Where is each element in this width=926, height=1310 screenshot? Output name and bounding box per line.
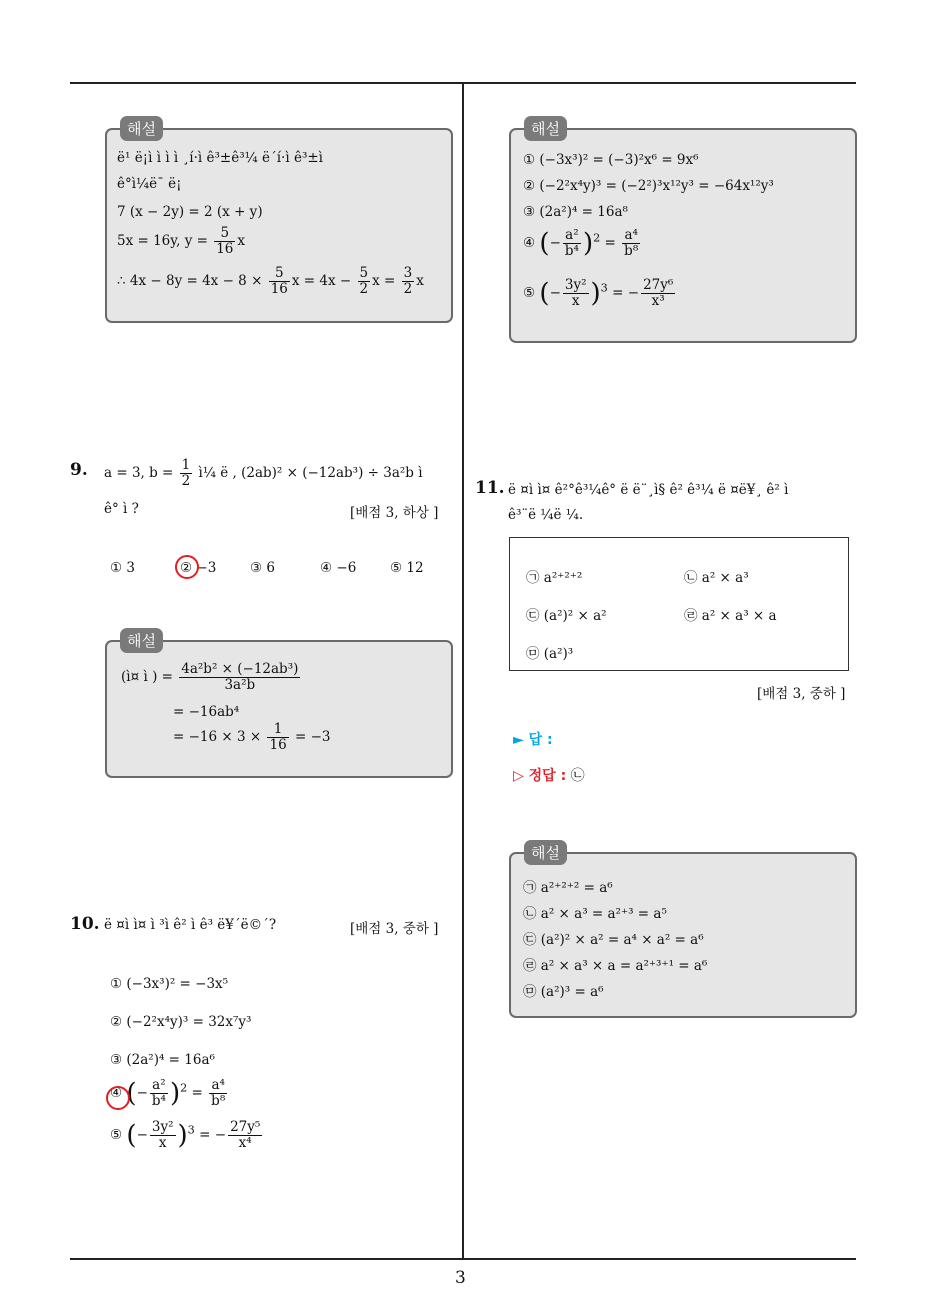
- choice-3[interactable]: ③ (2a²)⁴ = 16a⁶: [110, 1052, 215, 1068]
- expression-a: ㉠ a²⁺²⁺²: [526, 570, 583, 586]
- solution-equation: 7 (x − 2y) = 2 (x + y): [117, 204, 263, 220]
- expression-b: ㉡ a² × a³: [684, 570, 749, 586]
- question-11-text-cont: ê³¨ë ¼ë ¼.: [508, 507, 584, 523]
- bottom-rule: [70, 1258, 856, 1260]
- question-9-text-cont: ê° ì ?: [104, 501, 139, 517]
- choice-1[interactable]: ① (−3x³)² = −3x⁵: [110, 976, 229, 992]
- solution-box-10: [509, 128, 857, 343]
- solution-line: ② (−2²x⁴y)³ = (−2²)³x¹²y³ = −64x¹²y³: [523, 178, 774, 194]
- solution-box-8: [105, 128, 453, 323]
- solution-tag: 해설: [120, 628, 163, 653]
- question-number-11: 11.: [475, 478, 505, 498]
- solution-line: ㉤ (a²)³ = a⁶: [523, 984, 604, 1000]
- solution-equation: = −16 × 3 × $\frac{1}{16}$ = −3: [173, 721, 331, 753]
- expression-box: [509, 537, 849, 671]
- solution-equation: 5x = 16y, y = $\frac{5}{16}$ x: [117, 225, 246, 257]
- correct-label: ▷ 정답 :: [513, 768, 567, 784]
- answer-mark: [106, 1086, 130, 1110]
- solution-box-11: [509, 852, 857, 1018]
- choice-4[interactable]: ④ (− $\frac{\text{a²}}{\text{b⁴}}$ )$^2$ = $\frac{\text{a⁴}}{\text{b⁸}}$: [110, 1077, 226, 1109]
- question-9-text: a = 3, b = $\frac{1}{2}$ ì¼ ë , (2ab)² × (−12ab³) ÷ 3a²b ì: [104, 457, 423, 489]
- solution-line: ê°ì¼ë¯ ë¡: [117, 176, 182, 192]
- solution-line: ④ (− $\frac{\text{a²}}{\text{b⁴}}$ )$^2$ = $\frac{\text{a⁴}}{\text{b⁸}}$: [523, 227, 639, 259]
- solution-line: ㉠ a²⁺²⁺² = a⁶: [523, 880, 613, 896]
- answer-mark: [175, 555, 199, 579]
- question-number-9: 9.: [70, 460, 88, 480]
- choice-3[interactable]: ③ 6: [250, 560, 275, 576]
- question-11-text: ë ¤ì ì¤ ê²°ê³¼ê° ë ë¨¸ì§ ê² ê³¼ ë ¤ë¥¸ ê² ì: [508, 482, 789, 498]
- choice-5[interactable]: ⑤ 12: [390, 560, 424, 576]
- choice-1[interactable]: ① 3: [110, 560, 135, 576]
- solution-line: ㉣ a² × a³ × a = a²⁺³⁺¹ = a⁶: [523, 958, 708, 974]
- solution-equation: ∴ 4x − 8y = 4x − 8 × $\frac{5}{16}$ x = 4x − $\frac{5}{2}$ x = $\frac{3}{2}$ x: [117, 265, 424, 297]
- correct-answer-line: [513, 765, 585, 785]
- solution-box-9: [105, 640, 453, 778]
- answer-label: ► 답 :: [513, 732, 553, 748]
- expression-c: ㉢ (a²)² × a²: [526, 608, 607, 624]
- question-9-points: [배점 3, 하상 ]: [350, 505, 439, 521]
- solution-equation: = −16ab⁴: [173, 704, 240, 720]
- expression-e: ㉤ (a²)³: [526, 646, 574, 662]
- solution-tag: 해설: [524, 116, 567, 141]
- choice-5[interactable]: ⑤ (− $\frac{\text{3y²}}{x}$ )$^3$ = − $\frac{\text{27y⁵}}{\text{x⁴}}$: [110, 1119, 261, 1151]
- solution-line: ㉡ a² × a³ = a²⁺³ = a⁵: [523, 906, 667, 922]
- solution-line: ③ (2a²)⁴ = 16a⁸: [523, 204, 628, 220]
- column-divider: [462, 82, 464, 1259]
- expression-d: ㉣ a² × a³ × a: [684, 608, 777, 624]
- solution-tag: 해설: [120, 116, 163, 141]
- question-10-points: [배점 3, 중하 ]: [350, 921, 439, 937]
- correct-value: ㉡: [570, 768, 585, 784]
- question-number-10: 10.: [70, 914, 100, 934]
- solution-line: ë¹ ë¡ì ì ì ì ¸í·ì ê³±ê³¼ ë´í·ì ê³±ì: [117, 150, 323, 166]
- solution-line: ① (−3x³)² = (−3)²x⁶ = 9x⁶: [523, 152, 699, 168]
- choice-4[interactable]: ④ −6: [320, 560, 357, 576]
- page-number: 3: [455, 1268, 466, 1288]
- solution-line: ㉢ (a²)² × a² = a⁴ × a² = a⁶: [523, 932, 704, 948]
- question-11-points: [배점 3, 중하 ]: [757, 686, 846, 702]
- choice-2[interactable]: ② (−2²x⁴y)³ = 32x⁷y³: [110, 1014, 252, 1030]
- solution-line: ⑤ (− $\frac{\text{3y²}}{x}$ )$^3$ = − $\frac{\text{27y⁶}}{\text{x³}}$: [523, 277, 674, 309]
- question-10-text: ë ¤ì ì¤ ì ³ì ê² ì ê³ ë¥´ë©´?: [104, 917, 277, 933]
- choice-2[interactable]: ② −3: [180, 560, 217, 576]
- solution-tag: 해설: [524, 840, 567, 865]
- solution-equation: (ì¤ ì ) = $\frac{\text{4a²b² × (−12ab³)}}{\text{3a²b}}$: [121, 661, 299, 693]
